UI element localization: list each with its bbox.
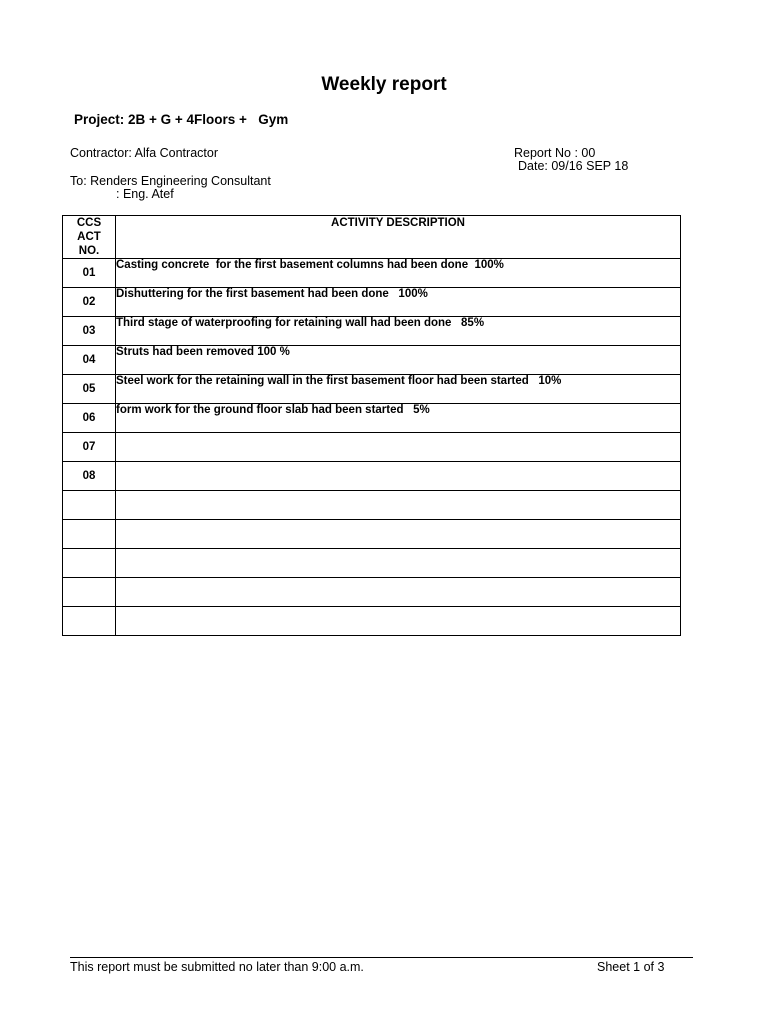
activity-description [116,578,681,607]
activity-number: 05 [63,375,116,404]
report-date: Date: 09/16 SEP 18 [518,159,629,173]
activity-description: Steel work for the retaining wall in the first basement floor had been started 10% [116,375,681,404]
footer-divider [70,957,693,958]
activity-number: 04 [63,346,116,375]
activity-description: Dishuttering for the first basement had been done 100% [116,288,681,317]
table-row [63,462,681,491]
table-row [63,520,681,549]
header-activity-number [63,216,116,259]
activity-number: 08 [63,462,116,491]
header-activity-description: ACTIVITY DESCRIPTION [116,216,681,259]
activity-description [116,491,681,520]
recipient: To: Renders Engineering Consultant [70,174,271,188]
footer-note: This report must be submitted no later than 9:00 a.m. [70,960,364,974]
table-row [63,578,681,607]
attention-line: : Eng. Atef [116,187,174,201]
activity-number: 07 [63,433,116,462]
table-row [63,607,681,636]
table-row [63,259,681,288]
contractor-info: Contractor: Alfa Contractor [70,146,218,160]
table-row [63,375,681,404]
table-row [63,433,681,462]
activity-number [63,578,116,607]
table-row [63,549,681,578]
activity-number [63,491,116,520]
activity-number: 01 [63,259,116,288]
sheet-number: Sheet 1 of 3 [597,960,665,974]
table-row [63,346,681,375]
activity-description [116,520,681,549]
project-name: Project: 2B + G + 4Floors + Gym [74,112,289,127]
table-row [63,317,681,346]
header-no-line: ACT [77,231,101,243]
activity-description: Third stage of waterproofing for retaining wall had been done 85% [116,317,681,346]
report-number: Report No : 00 [514,146,596,160]
report-title: Weekly report [321,74,447,95]
activity-table [62,215,681,636]
activity-description [116,607,681,636]
activity-number [63,520,116,549]
activity-description [116,433,681,462]
header-no-line: CCS [76,217,102,229]
activity-number [63,607,116,636]
activity-description [116,549,681,578]
table-row [63,491,681,520]
activity-description: form work for the ground floor slab had been started 5% [116,404,681,433]
activity-number: 02 [63,288,116,317]
activity-description [116,462,681,491]
activity-number [63,549,116,578]
activity-number: 03 [63,317,116,346]
table-row [63,288,681,317]
activity-description: Casting concrete for the first basement columns had been done 100% [116,259,681,288]
activity-number: 06 [63,404,116,433]
header-no-line: NO. [78,245,100,257]
activity-description: Struts had been removed 100 % [116,346,681,375]
table-row [63,404,681,433]
